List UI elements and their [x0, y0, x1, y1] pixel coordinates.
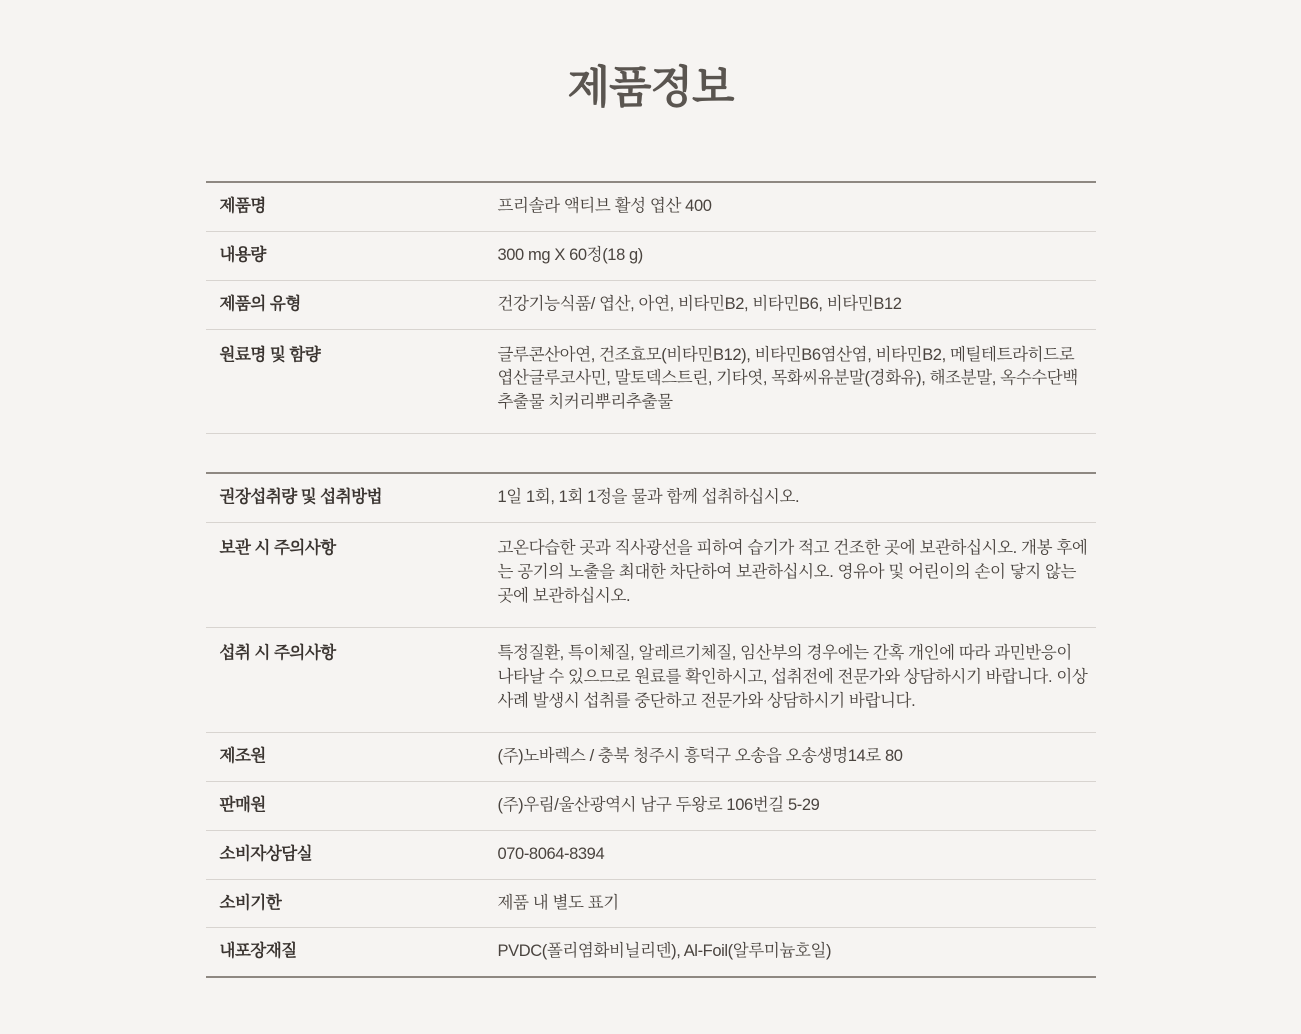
row-value: 고온다습한 곳과 직사광선을 피하여 습기가 적고 건조한 곳에 보관하십시오. 개봉 후에는 공기의 노출을 최대한 차단하여 보관하십시오. 영유아 및 어린이의 손이 닿지 않는 곳에 보관하십시오. — [497, 539, 1088, 606]
row-label: 제조원 — [219, 746, 266, 765]
row-label: 섭취 시 주의사항 — [219, 644, 336, 663]
table-spacer — [206, 434, 1096, 474]
page-title: 제품정보 — [567, 63, 734, 112]
row-value: 1일 1회, 1회 1정을 물과 함께 섭취하십시오. — [497, 488, 800, 507]
table-row — [206, 231, 1096, 280]
table-row — [206, 628, 1096, 733]
row-value: PVDC(폴리염화비닐리덴), Al-Foil(알루미늄호일) — [497, 942, 832, 961]
row-label: 제품의 유형 — [219, 294, 301, 313]
table-row — [206, 523, 1096, 628]
row-label: 보관 시 주의사항 — [219, 539, 336, 558]
table-row — [206, 830, 1096, 879]
spacer-cell — [206, 434, 1096, 474]
product-info-table — [206, 181, 1096, 979]
table-row — [206, 732, 1096, 781]
row-value: (주)우림/울산광역시 남구 두왕로 106번길 5-29 — [497, 795, 820, 814]
table-row — [206, 928, 1096, 977]
row-value: 프리솔라 액티브 활성 엽산 400 — [497, 196, 712, 215]
table-row — [206, 879, 1096, 928]
row-label: 판매원 — [219, 795, 266, 814]
row-label: 내용량 — [219, 245, 266, 264]
row-value: 제품 내 별도 표기 — [497, 893, 619, 912]
row-label: 내포장재질 — [219, 942, 297, 961]
row-label: 소비자상담실 — [219, 844, 313, 863]
table-row — [206, 329, 1096, 434]
row-value: 건강기능식품/ 엽산, 아연, 비타민B2, 비타민B6, 비타민B12 — [497, 294, 902, 313]
product-info-table-wrap — [206, 115, 1096, 979]
table-row — [206, 473, 1096, 522]
row-value: 070-8064-8394 — [497, 844, 605, 863]
row-value: (주)노바렉스 / 충북 청주시 흥덕구 오송읍 오송생명14로 80 — [497, 746, 903, 765]
row-label: 제품명 — [219, 196, 266, 215]
table-row — [206, 182, 1096, 231]
row-label: 소비기한 — [219, 893, 282, 912]
row-value: 특정질환, 특이체질, 알레르기체질, 임산부의 경우에는 간혹 개인에 따라 과민반응이 나타날 수 있으므로 원료를 확인하시고, 섭취전에 전문가와 상담하시기 바랍니다. 이상사례 발생시 섭취를 중단하고 전문가와 상담하시기 바랍니다. — [497, 644, 1088, 710]
row-label: 원료명 및 함량 — [219, 345, 321, 364]
row-value: 300 mg X 60정(18 g) — [497, 245, 643, 264]
row-value: 글루콘산아연, 건조효모(비타민B12), 비타민B6염산염, 비타민B2, 메틸테트라히드로엽산글루코사민, 말토덱스트린, 기타엿, 목화씨유분말(경화유), 해조분말, 옥수수단백추출물 치커리뿌리추출물 — [497, 345, 1078, 412]
table-row — [206, 280, 1096, 329]
row-label: 권장섭취량 및 섭취방법 — [219, 488, 383, 507]
table-row — [206, 781, 1096, 830]
